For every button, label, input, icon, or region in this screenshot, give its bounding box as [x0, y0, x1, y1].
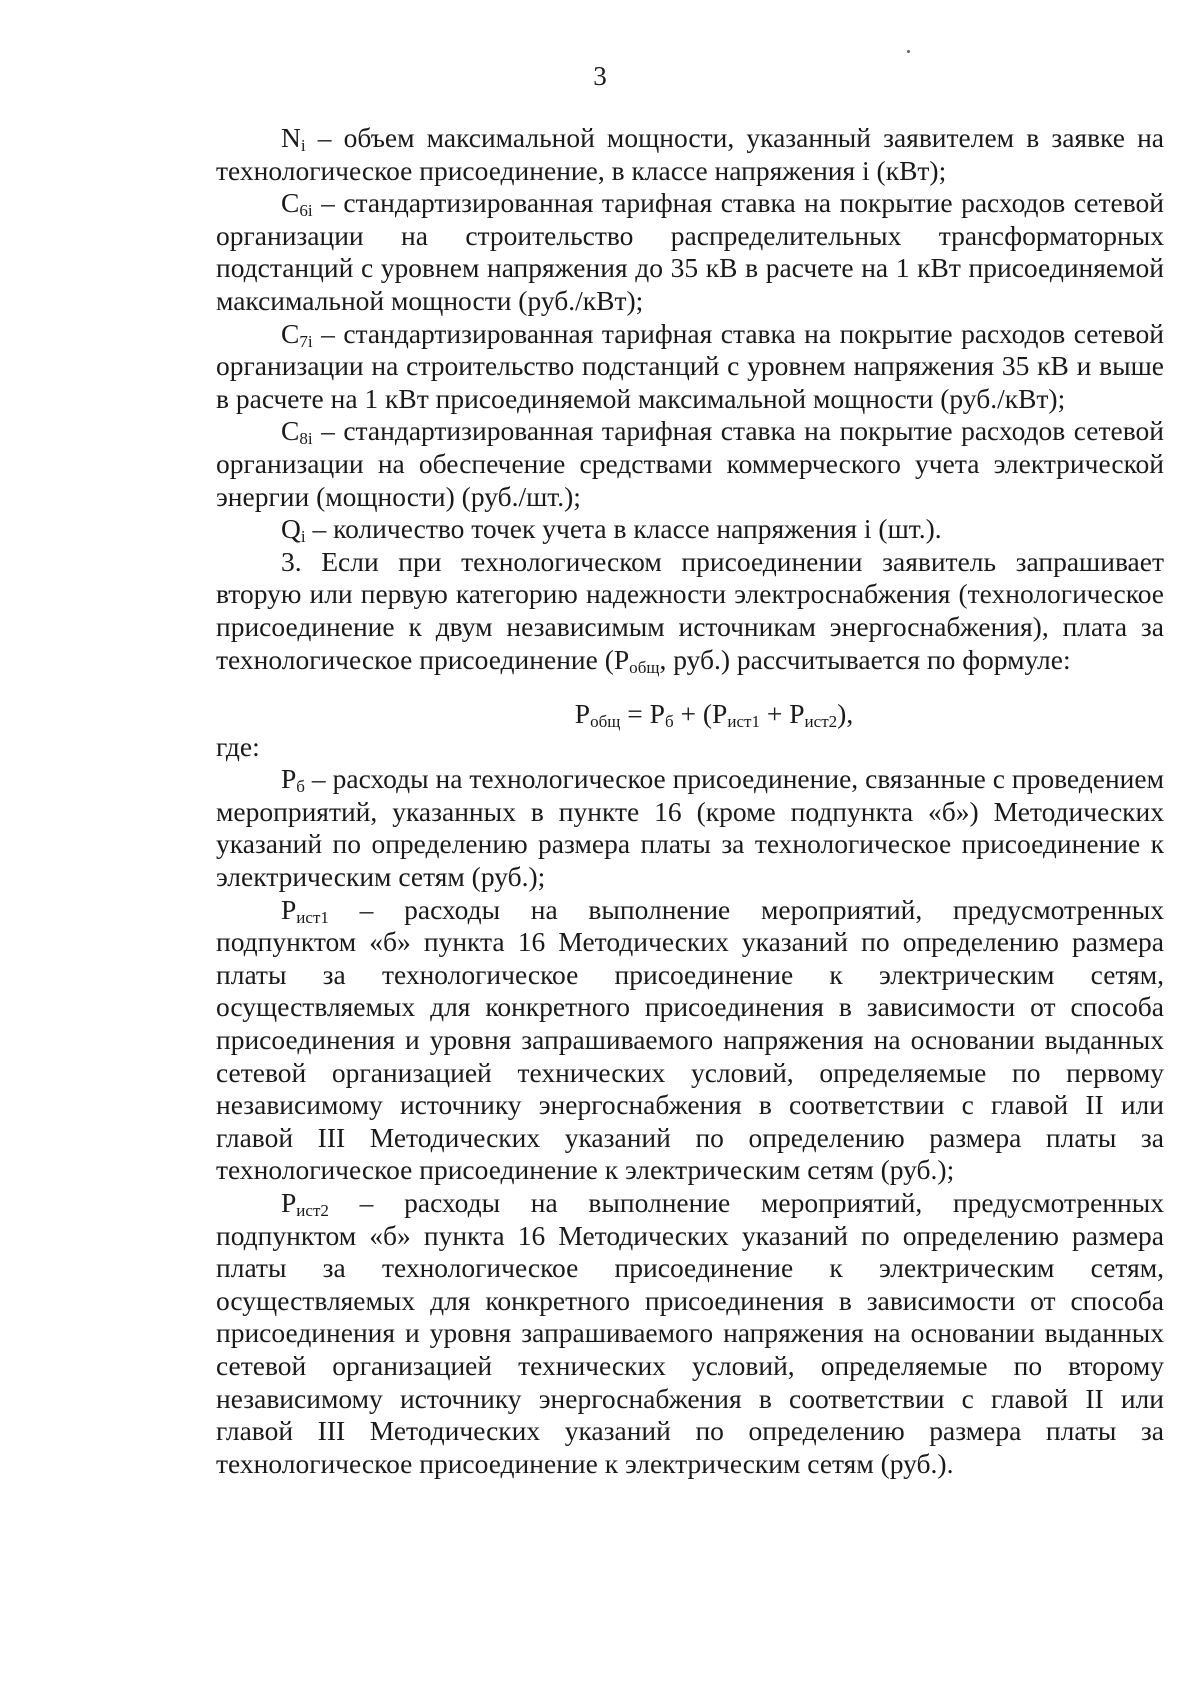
term-symbol: Q [281, 513, 301, 545]
item-3-paragraph [216, 546, 1164, 676]
definition-c6 [216, 187, 1164, 317]
term-subscript: 6i [299, 200, 313, 220]
where-label: где: [216, 730, 260, 762]
definition-c8 [216, 415, 1164, 513]
formula-part: + (P [673, 698, 728, 730]
definition-text: – объем максимальной мощности, указанный заявителем в заявке на технологическое присоединение, в классе напряжения i (кВт); [216, 122, 1164, 186]
formula-part: = P [620, 698, 665, 730]
term-subscript: б [296, 777, 305, 797]
formula-symbol: P [574, 698, 591, 730]
term-subscript: i [300, 526, 306, 546]
definition-text: – стандартизированная тарифная ставка на покрытие расходов сетевой организации на обеспечение средствами коммерческого учета электрической энергии (мощности) (руб./шт.); [216, 415, 1164, 512]
definition-q [216, 513, 1164, 546]
formula-subscript: общ [590, 711, 621, 731]
definition-text: – расходы на технологическое присоединение, связанные с проведением мероприятий, указанных в пункте 16 (кроме подпункта «б») Методических указаний по определению размера платы за технологическое присоединение к электрическим сетям (руб.); [216, 763, 1164, 893]
formula-part: ), [837, 698, 854, 730]
term-symbol: P [281, 1187, 297, 1218]
term-symbol: N [281, 122, 301, 153]
definition-text: – расходы на выполнение мероприятий, предусмотренных подпунктом «б» пункта 16 Методических указаний по определению размера платы за технологическое присоединение к электрическим сетям, осуществляемых для конкретного присоединения в зависимости от способа присоединения и уровня запрашиваемого напряжения на основании выданных сетевой организацией технических условий, определяемые по первому независимому источнику энергоснабжения в соответствии с главой II или главой III Методических указаний по определению размера платы за технологическое присоединение к электрическим сетям (руб.); [216, 893, 1164, 1186]
definition-text: – количество точек учета в классе напряжения i (шт.). [305, 513, 942, 545]
definition-n [216, 122, 1164, 187]
scan-dot-mark [907, 50, 910, 53]
formula-part: + P [759, 698, 805, 730]
term-subscript: ист1 [296, 907, 329, 927]
item-3-tail: , руб.) рассчитывается по формуле: [659, 643, 1071, 675]
definition-p-source2 [216, 1187, 1164, 1480]
term-symbol: C [281, 317, 300, 349]
term-subscript: 7i [299, 331, 313, 351]
term-symbol: P [281, 763, 297, 795]
term-subscript: ист2 [296, 1200, 329, 1220]
formula-subscript: ист2 [804, 711, 838, 731]
formula-subscript: ист1 [727, 711, 760, 731]
definition-c7 [216, 318, 1164, 416]
formula-subscript: б [664, 711, 674, 731]
definition-text: – стандартизированная тарифная ставка на покрытие расходов сетевой организации на строительство распределительных трансформаторных подстанций с уровнем напряжения до 35 кВ в расчете на 1 кВт присоединяемой максимальной мощности (руб./кВт); [216, 187, 1164, 316]
item-3-subscript: общ [629, 657, 660, 677]
definition-text: – расходы на выполнение мероприятий, предусмотренных подпунктом «б» пункта 16 Методических указаний по определению размера платы за технологическое присоединение к электрическим сетям, осуществляемых для конкретного присоединения в зависимости от способа присоединения и уровня запрашиваемого напряжения на основании выданных сетевой организацией технических условий, определяемые по второму независимому источнику энергоснабжения в соответствии с главой II или главой III Методических указаний по определению размера платы за технологическое присоединение к электрическим сетям (руб.). [216, 1187, 1164, 1479]
definition-text: – стандартизированная тарифная ставка на покрытие расходов сетевой организации на строительство подстанций с уровнем напряжения 35 кВ и выше в расчете на 1 кВт присоединяемой максимальной мощности (руб./кВт); [216, 317, 1164, 414]
formula [216, 698, 1164, 731]
definition-p-base [216, 763, 1164, 893]
definition-p-source1 [216, 894, 1164, 1187]
term-symbol: C [281, 415, 300, 447]
term-subscript: i [300, 135, 306, 155]
term-subscript: 8i [299, 429, 313, 449]
item-3-text: 3. Если при технологическом присоединении заявитель запрашивает вторую или первую категорию надежности электроснабжения (технологическое присоединение к двум независимым источникам энергоснабжения), плата за технологическое присоединение (P [216, 545, 1164, 675]
term-symbol: C [281, 187, 300, 219]
term-symbol: P [281, 893, 297, 925]
document-body [216, 122, 1164, 1480]
page-number: 3 [593, 61, 607, 91]
